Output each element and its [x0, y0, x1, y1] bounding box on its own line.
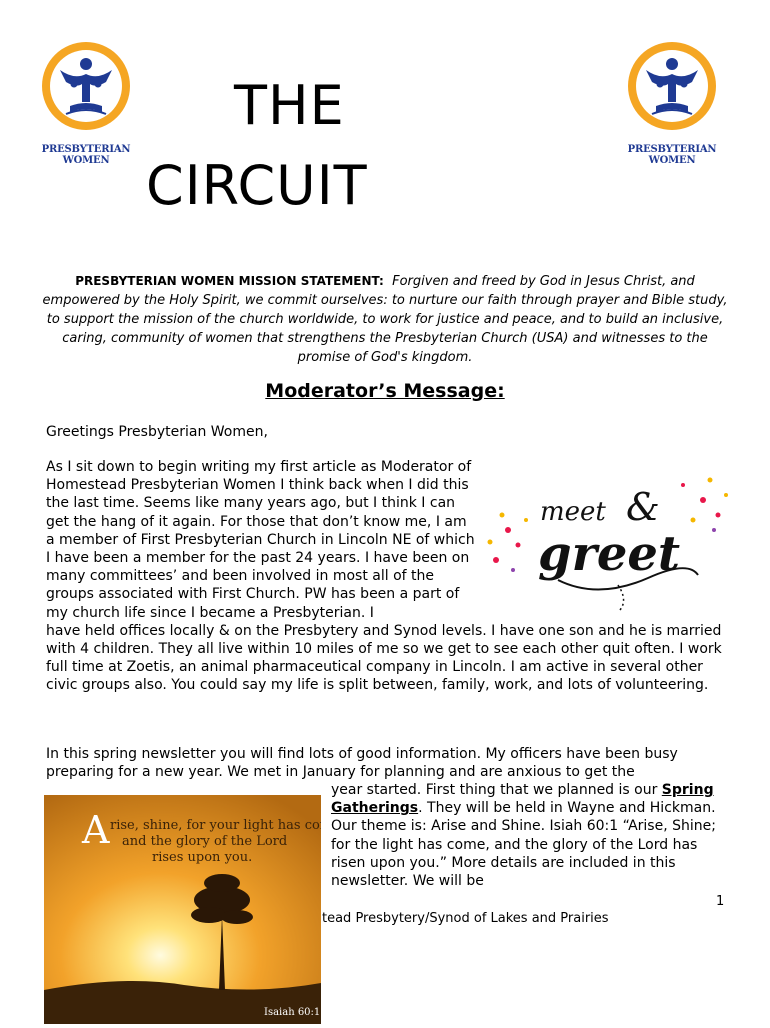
para1-full-text: have held offices locally & on the Presbytery and Synod levels. I have one son and he is married with 4 children. They all live within 10 miles of me so we get to see each other quit often. I work full time at Zoetis, an animal pharmaceutical company in Lincoln. I am active in several other civic groups also. You could say my life is split between, family, work, and lots of volunteering.: [46, 622, 722, 694]
title-line1: THE: [234, 74, 345, 137]
drop-cap: A: [82, 808, 110, 852]
page-footer: tead Presbytery/Synod of Lakes and Prairies: [322, 911, 609, 926]
para2-text-b: . They will be held in Wayne and Hickman. Our theme is: Arise and Shine. Isiah 60:1 “Arise, Shine; for the light has come, and the glory of the Lord has risen upon you.” More details are included in this newsletter. We will be: [331, 800, 716, 890]
confetti-icon: [478, 460, 733, 615]
verse-citation: Isaiah 60:1: [264, 1007, 321, 1018]
pw-emblem-icon: [40, 40, 132, 140]
mission-text: Forgiven and freed by God in Jesus Christ, and empowered by the Holy Spirit, we commit ourselves: to nurture our faith through prayer and Bible study, to support the mission of the church worldwide, to work for justice and peace, and to build an inclusive, caring, community of women that strengthens the Presbyterian Church (USA) and witnesses to the promise of God's kingdom.: [42, 274, 728, 365]
spring-gatherings-link: Spring Gatherings: [331, 782, 714, 817]
presbyterian-women-logo-left: [40, 40, 132, 168]
arise-shine-image: [44, 795, 321, 1024]
presbyterian-women-logo-right: [626, 40, 718, 168]
logo-text-line1: PRESBYTERIAN: [41, 144, 131, 155]
sunset-tree-icon: [44, 795, 321, 1024]
greeting: Greetings Presbyterian Women,: [46, 424, 268, 440]
pw-emblem-icon: [626, 40, 718, 140]
ampersand-glyph: &: [626, 485, 660, 529]
title-line2: CIRCUIT: [146, 154, 368, 217]
page-number: 1: [716, 894, 725, 909]
mission-label: PRESBYTERIAN WOMEN MISSION STATEMENT:: [75, 274, 384, 288]
meet-word: meet: [540, 497, 606, 527]
para2-text-a: year started. First thing that we planned is our: [331, 782, 658, 798]
verse-line-1: rise, shine, for your light has come,: [110, 818, 321, 833]
mission-statement: [40, 272, 730, 367]
logo-text-line1: PRESBYTERIAN: [627, 144, 717, 155]
moderator-heading: Moderator’s Message:: [265, 380, 505, 402]
verse-line-2: and the glory of the Lord: [122, 834, 288, 849]
meet-and-greet-graphic: [478, 460, 733, 615]
moderator-paragraph-2: In this spring newsletter you will find lots of good information. My officers have been busy preparing for a new year. We met in January for planning and are anxious to get the: [46, 746, 678, 781]
newsletter-title: [146, 66, 406, 226]
para1-wrapped-text: As I sit down to begin writing my first article as Moderator of Homestead Presbyterian Women I think back when I did this the last time. Seems like many years ago, but I think I can get the hang of it again. For those that don’t know me, I am a member of First Presbyterian Church in Lincoln NE of which I have been a member for the past 24 years. I have been on many committees’ and been involved in most all of the groups associated with First Church. PW has been a part of my church life since I became a Presbyterian. I: [46, 459, 475, 621]
logo-text-line2: WOMEN: [648, 155, 696, 164]
greet-word: greet: [538, 526, 681, 582]
moderator-paragraph-2-continued: [331, 781, 731, 890]
verse-line-3: rises upon you.: [152, 850, 253, 865]
logo-text-line2: WOMEN: [62, 155, 110, 164]
